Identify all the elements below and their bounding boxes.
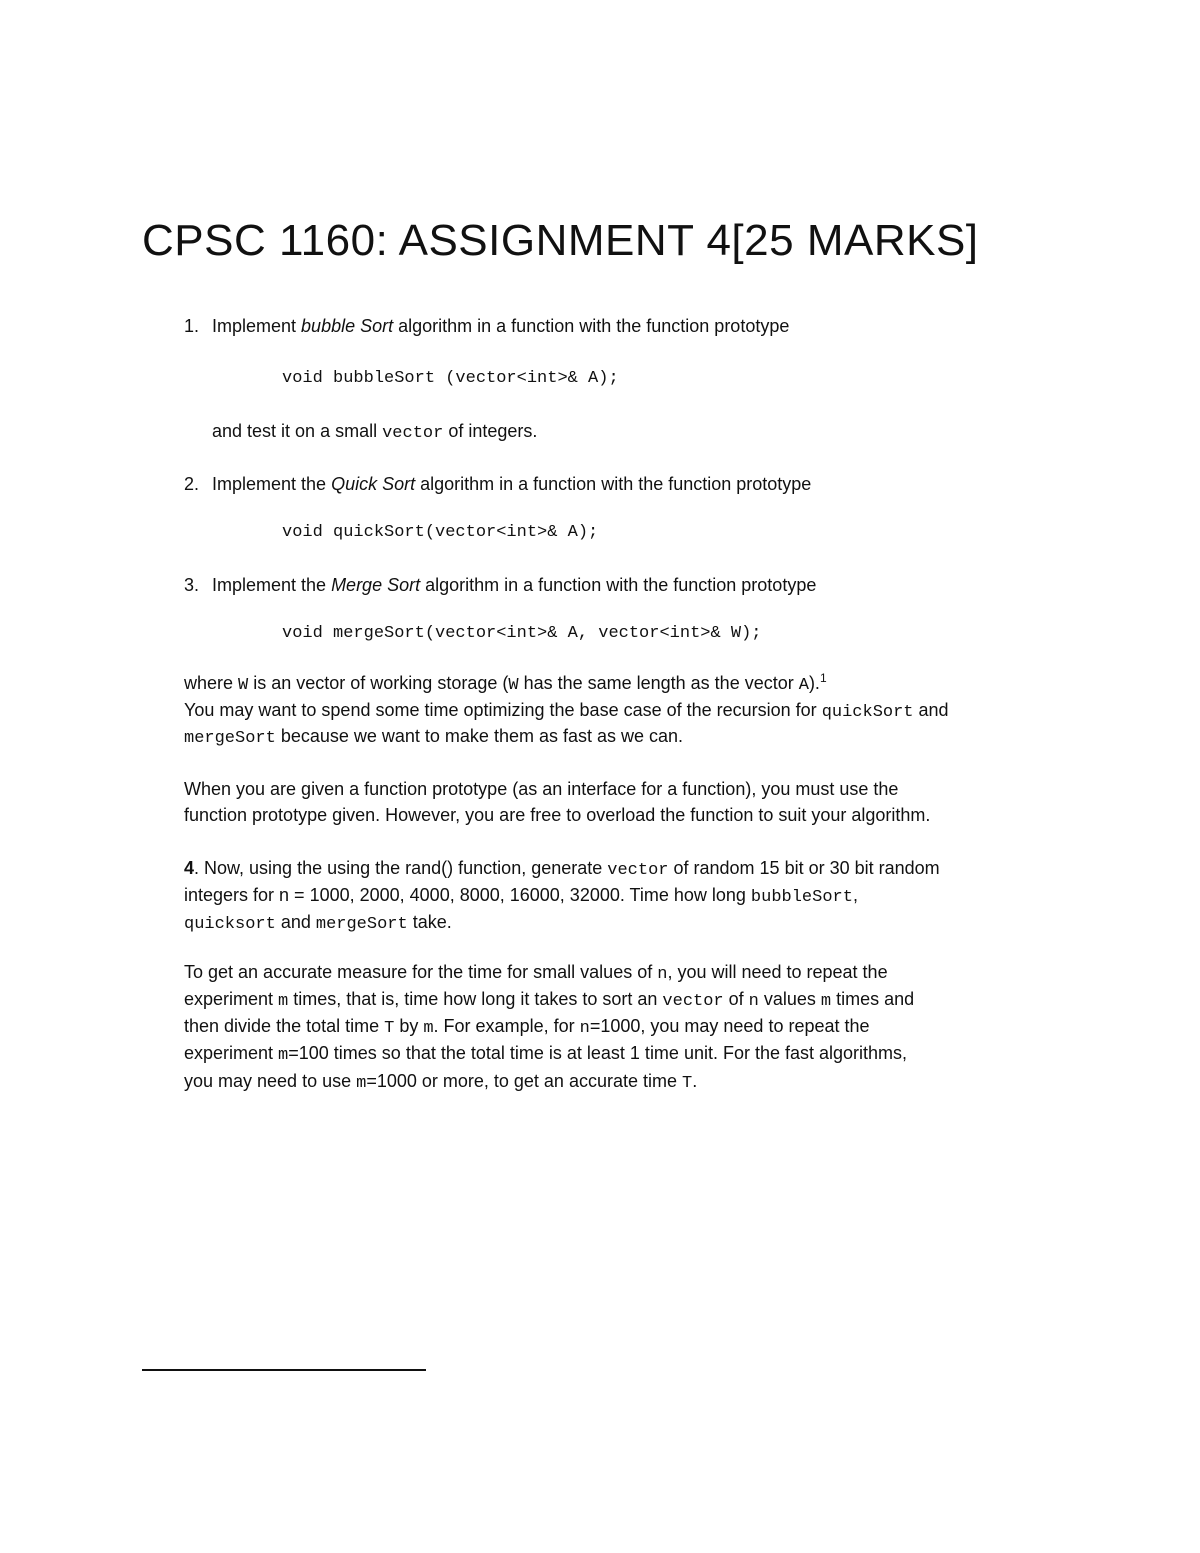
question-1-test-line [212,418,1092,447]
acc-l5-t1: you may need to use [184,1071,357,1091]
merge-sort-prototype: void mergeSort(vector<int>& A, vector<int>& W); [282,624,762,643]
optimize-note-line-1 [184,697,1064,726]
question-2-text-post: algorithm in a function with the function prototype [415,474,812,494]
q4-code-quicksort: quicksort [184,915,276,934]
bubble-sort-prototype: void bubbleSort (vector<int>& A); [282,369,619,388]
question-4-number: 4 [184,858,195,878]
question-4-line-3 [184,909,1064,938]
q4-code-mergesort: mergeSort [315,915,408,934]
q4-line2-text-2: , [852,885,858,905]
question-1-number: 1. [184,316,200,336]
test-text-post: of integers. [443,421,538,441]
test-code-vector: vector [382,424,444,443]
question-3-text-post: algorithm in a function with the function prototype [420,575,817,595]
where-text-3: has the same length as the vector [518,673,799,693]
where-code-w: W [238,676,249,695]
question-2-text-pre: Implement the [212,474,332,494]
q4-text-2: of random 15 bit or 30 bit random [668,858,940,878]
acc-l3-t4: =1000, you may need to repeat the [589,1016,870,1036]
acc-l5-t3: . [692,1071,698,1091]
optimize-code-quicksort: quickSort [821,703,914,722]
question-4-line-2 [184,882,1064,911]
q4-line3-text-2: take. [407,912,452,932]
acc-l4-t1: experiment [184,1043,279,1063]
acc-l1-t1: To get an accurate measure for the time for small values of [184,962,658,982]
quick-sort-prototype: void quickSort(vector<int>& A); [282,523,599,542]
acc-l5-c1: m [356,1074,367,1093]
accuracy-line-3 [184,1013,1064,1042]
page-title: CPSC 1160: ASSIGNMENT 4[25 MARKS] [142,216,979,265]
working-storage-note [184,670,1064,699]
footnote-separator [142,1369,426,1371]
q4-code-bubblesort: bubbleSort [750,888,853,907]
q4-line3-text-1: and [275,912,316,932]
acc-l4-c1: m [278,1046,289,1065]
acc-l2-t1: experiment [184,989,279,1009]
where-text-1: where [184,673,239,693]
accuracy-line-2 [184,986,1064,1015]
acc-l4-t2: =100 times so that the total time is at least 1 time unit. For the fast algorithms, [288,1043,908,1063]
acc-l3-c1: T [384,1019,395,1038]
acc-l2-c1: m [278,992,289,1011]
question-4-line-1 [184,855,1064,884]
question-1-text-pre: Implement [212,316,302,336]
acc-l5-c2: T [682,1074,693,1093]
question-1 [184,313,1064,339]
where-text-4: ). [808,673,820,693]
prototype-note-line-1: When you are given a function prototype (as an interface for a function), you must use the [184,779,899,799]
acc-l3-t2: by [394,1016,424,1036]
question-1-text-post: algorithm in a function with the function prototype [393,316,790,336]
acc-l3-t3: . For example, for [433,1016,580,1036]
question-3-text-pre: Implement the [212,575,332,595]
q4-code-vector: vector [607,861,669,880]
question-2-number: 2. [184,474,200,494]
question-2-algorithm-name: Quick Sort [331,474,416,494]
optimize-code-mergesort: mergeSort [184,729,276,748]
acc-l2-c2: vector [662,992,724,1011]
accuracy-line-1 [184,959,1064,988]
question-3-number: 3. [184,575,200,595]
question-3-algorithm-name: Merge Sort [331,575,421,595]
optimize-note-line-2 [184,723,1064,752]
accuracy-line-5 [184,1068,1064,1097]
acc-l2-c4: m [820,992,832,1011]
acc-l5-t2: =1000 or more, to get an accurate time [366,1071,682,1091]
footnote-marker: 1 [819,671,827,685]
acc-l3-c3: n [579,1019,590,1038]
acc-l3-c2: m [423,1019,434,1038]
optimize-text-1: You may want to spend some time optimizing the base case of the recursion for [184,700,822,720]
q4-text-1: . Now, using the using the rand() function, generate [194,858,608,878]
where-code-a: A [798,676,809,695]
test-text-pre: and test it on a small [212,421,383,441]
where-code-w-2: W [508,676,519,695]
optimize-text-2: and [913,700,949,720]
acc-l3-t1: then divide the total time [184,1016,385,1036]
acc-l2-t4: values [758,989,821,1009]
acc-l2-c3: n [748,992,759,1011]
q4-line2-text-1: integers for n = 1000, 2000, 4000, 8000, 16000, 32000. Time how long [184,885,751,905]
acc-l1-t2: , you will need to repeat the [667,962,888,982]
acc-l2-t2: times, that is, time how long it takes to sort an [288,989,663,1009]
where-text-2: is an vector of working storage ( [248,673,509,693]
prototype-note-line-2: function prototype given. However, you are free to overload the function to suit your algorithm. [184,805,931,825]
acc-l2-t5: times and [831,989,915,1009]
acc-l2-t3: of [723,989,749,1009]
accuracy-line-4 [184,1040,1064,1069]
question-2 [184,471,1064,497]
acc-l1-c1: n [657,965,668,984]
optimize-text-3: because we want to make them as fast as we can. [275,726,684,746]
question-3 [184,572,1064,598]
question-1-algorithm-name: bubble Sort [301,316,394,336]
